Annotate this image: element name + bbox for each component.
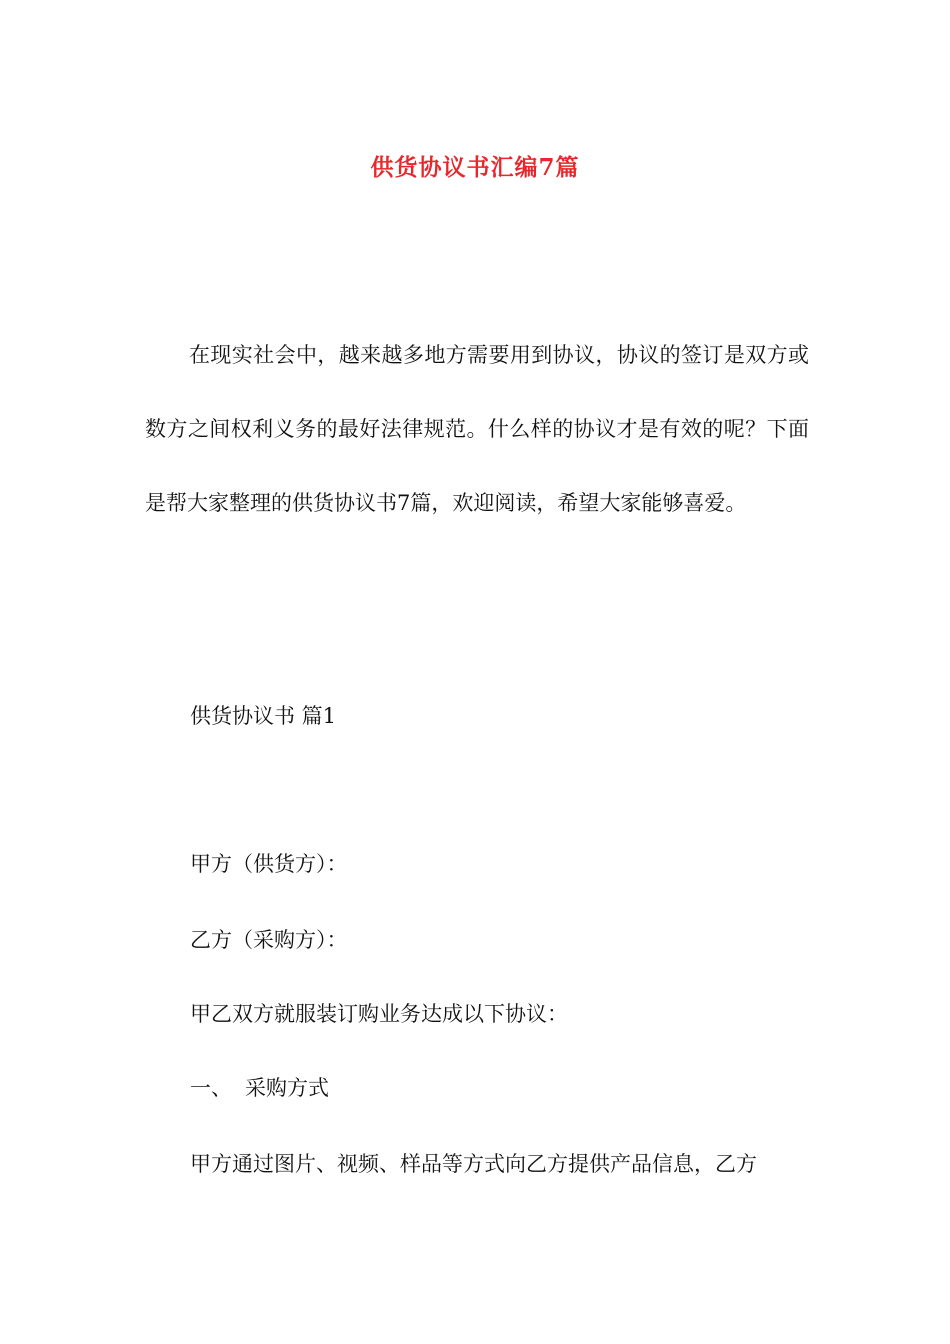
clause-1-text: 甲方通过图片、视频、样品等方式向乙方提供产品信息，乙方 [190, 1152, 757, 1176]
party-b-line: 乙方（采购方）： [190, 928, 348, 952]
document-title: 供货协议书汇编7篇 [370, 154, 580, 182]
clause-1-title: 采购方式 [245, 1076, 329, 1100]
section-heading: 供货协议书 篇1 [190, 704, 337, 728]
clause-1-number: 一、 [190, 1076, 232, 1100]
party-a-line: 甲方（供货方）： [190, 852, 348, 876]
agreement-line: 甲乙双方就服装订购业务达成以下协议： [190, 1002, 568, 1026]
intro-paragraph: 在现实社会中，越来越多地方需要用到协议，协议的签订是双方或数方之间权利义务的最好法律规范。什么样的协议才是有效的呢？下面是帮大家整理的供货协议书7篇，欢迎阅读，希望大家能够喜爱。 [145, 343, 809, 515]
clause-1-heading [190, 1072, 329, 1102]
